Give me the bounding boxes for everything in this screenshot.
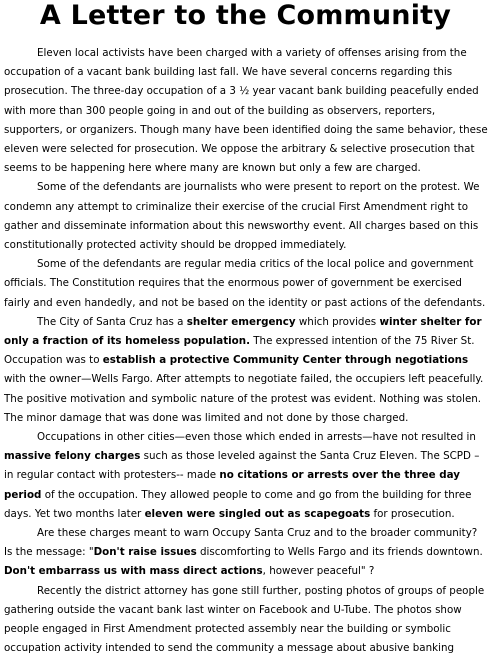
body-paragraph <box>4 313 488 428</box>
paragraph-text: Some of the defendants are journalists who were present to report on the protest. We condemn any attempt to criminalize their exercise of the crucial First Amendment right to gather and disseminate information about this newsworthy event. All charges based on this constitutionally protected activity should be dropped immediately. <box>4 181 480 252</box>
letter-body <box>4 44 488 659</box>
emphasis-text: Don't embarrass us with mass direct actions <box>4 565 263 578</box>
paragraph-text: The expressed intention of the 75 River St. Occupation was to <box>4 335 475 367</box>
emphasis-text: winter shelter for only a fraction of its homeless population. <box>4 315 482 348</box>
paragraph-text: with the owner—Wells Fargo. After attempts to negotiate failed, the occupiers left peacefully. The positive motivation and symbolic nature of the protest was evident. Nothing was stolen. The minor damage that was done was limited and not done by those charged. <box>4 373 484 424</box>
body-paragraph <box>4 582 488 659</box>
paragraph-text: The City of Santa Cruz has a <box>37 315 187 328</box>
emphasis-text: Don't raise issues <box>93 546 197 559</box>
paragraph-text: Some of the defendants are regular media critics of the local police and government officials. The Constitution requires that the enormous power of government be exercised fairly and even handedly, and not be based on the identity or past actions of the defendants. <box>4 258 486 309</box>
paragraph-text: Eleven local activists have been charged with a variety of offenses arising from the occupation of a vacant bank building last fall. We have several concerns regarding this prosecution. The three-day occupation of a 3 ½ year vacant bank building peacefully ended with more than 300 people going in and out of the building as observers, reporters, supporters, or organizers. Though many have been identified doing the same behavior, these eleven were selected for prosecution. We oppose the arbitrary & selective prosecution that seems to be happening here where many are known but only a few are charged. <box>4 47 488 175</box>
emphasis-text: massive felony charges <box>4 450 141 463</box>
emphasis-text: eleven were singled out as scapegoats <box>144 507 371 520</box>
body-paragraph <box>4 255 488 313</box>
paragraph-text: for prosecution. <box>370 507 455 520</box>
page-title: A Letter to the Community <box>39 0 452 31</box>
paragraph-text: discomforting to Wells Fargo and its friends downtown. <box>196 546 483 559</box>
body-paragraph <box>4 44 488 178</box>
body-paragraph <box>4 524 488 582</box>
body-paragraph <box>4 178 488 255</box>
paragraph-text: Occupations in other cities—even those which ended in arrests—have not resulted in <box>37 431 476 444</box>
paragraph-text: , however peaceful" ? <box>262 565 375 578</box>
body-paragraph <box>4 428 488 524</box>
paragraph-text: Are these charges meant to warn Occupy Santa Cruz and to the broader community? Is the message: " <box>4 527 478 559</box>
paragraph-text: such as those leveled against the Santa Cruz Eleven. The SCPD – in regular contact with protesters-- made <box>4 450 480 482</box>
paragraph-text: which provides <box>295 315 380 328</box>
emphasis-text: shelter emergency <box>186 315 296 328</box>
emphasis-text: no citations or arrests over the three day period <box>4 469 460 501</box>
emphasis-text: establish a protective Community Center through negotiations <box>102 354 469 367</box>
paragraph-text: of the occupation. They allowed people to come and go from the building for three days. Yet two months later <box>4 488 472 520</box>
paragraph-text: Recently the district attorney has gone still further, posting photos of groups of people gathering outside the vacant bank last winter on Facebook and U-Tube. The photos show people engaged in First Amendment protected assembly near the building or symbolic occupation activity intended to send the community a message about abusive banking <box>4 584 485 655</box>
